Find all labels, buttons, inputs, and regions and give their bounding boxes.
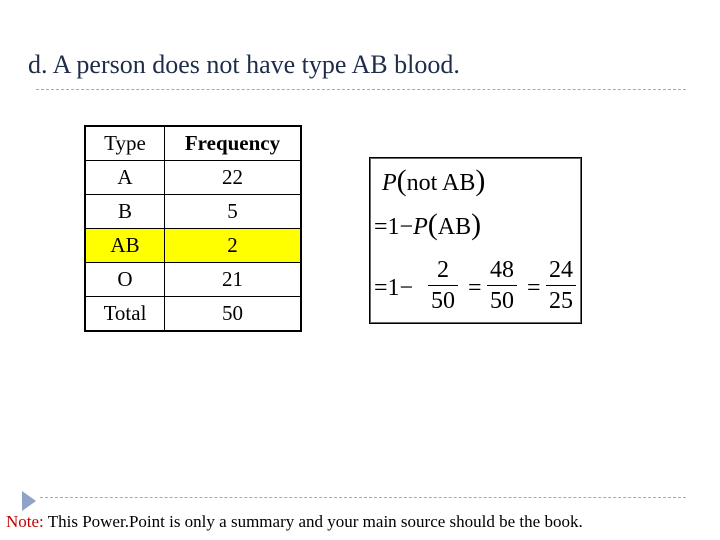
cell-type: AB [85,229,165,263]
header-type: Type [85,126,165,161]
cell-frequency: 5 [165,195,302,229]
fraction-2-over-50 [428,258,458,313]
frequency-table [84,125,302,332]
fraction-denominator: 25 [549,288,573,314]
cell-type: B [85,195,165,229]
cell-frequency: 50 [165,297,302,332]
formula-argument: not AB [406,170,476,196]
table-row-total [85,297,301,332]
table-row [85,161,301,195]
fraction-numerator: 24 [549,257,573,283]
formula-prefix: =1− [374,214,414,240]
formula-line-1: P(not AB) [382,164,486,197]
formula-argument: AB [437,214,472,240]
cell-type: O [85,263,165,297]
note-label: Note: [6,512,44,531]
probability-formula [369,157,582,324]
cell-frequency: 22 [165,161,302,195]
table-row [85,263,301,297]
footer-note [6,512,583,532]
slide-title: d. A person does not have type AB blood. [28,50,460,79]
cell-type: A [85,161,165,195]
bullet-triangle-icon [22,491,36,511]
formula-line-3-prefix: =1− [374,275,414,301]
fraction-denominator: 50 [490,288,514,314]
top-divider [36,89,686,90]
fraction-denominator: 50 [431,288,455,314]
formula-line-2: =1−P(AB) [374,208,482,241]
cell-frequency: 21 [165,263,302,297]
formula-p-symbol: P [413,214,428,240]
cell-frequency: 2 [165,229,302,263]
equals-sign: = [468,275,482,301]
fraction-24-over-25 [546,258,576,313]
table-row-highlighted [85,229,301,263]
formula-p-symbol: P [382,170,397,196]
fraction-48-over-50 [487,258,517,313]
fraction-numerator: 2 [437,257,449,283]
bottom-divider [40,497,686,498]
equals-sign: = [527,275,541,301]
note-text: This Power.Point is only a summary and your main source should be the book. [43,512,583,531]
table-row [85,195,301,229]
cell-type: Total [85,297,165,332]
header-frequency: Frequency [165,126,302,161]
fraction-numerator: 48 [490,257,514,283]
table-header-row [85,126,301,161]
